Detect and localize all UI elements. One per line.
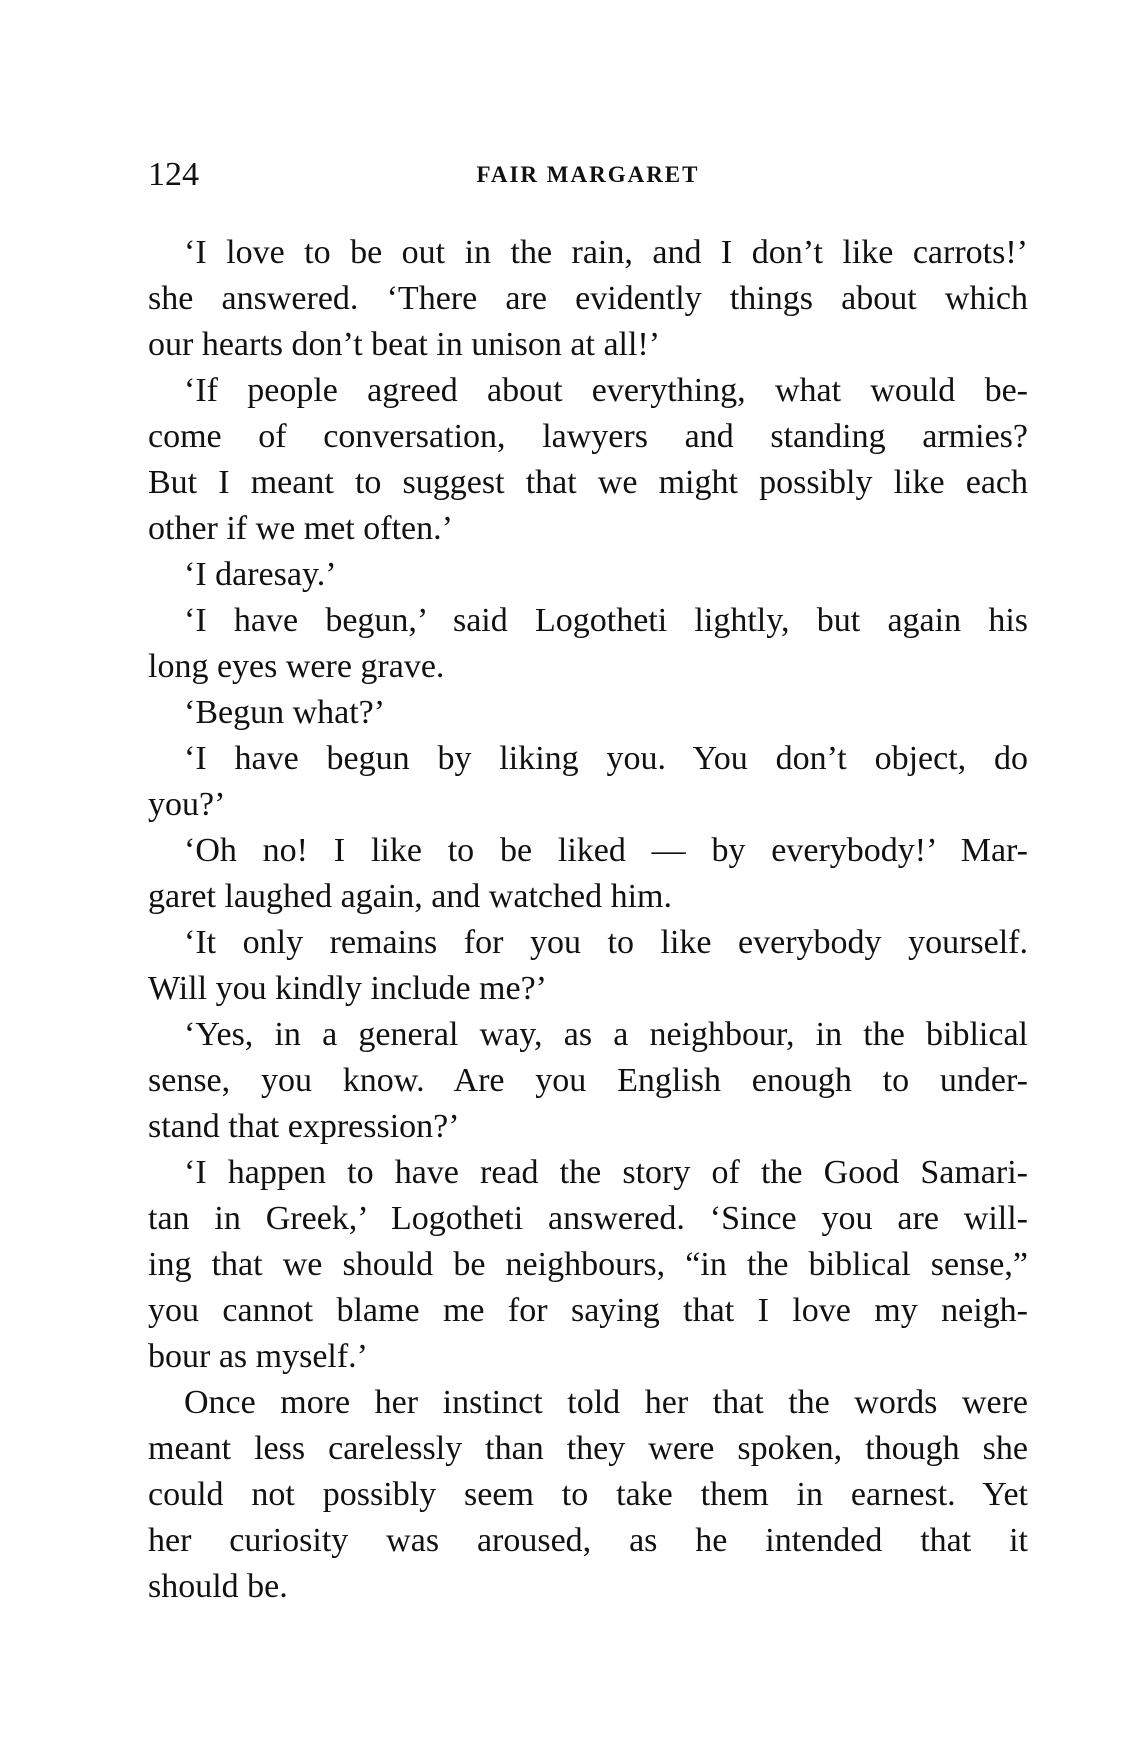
text-line: ‘Begun what?’	[184, 694, 386, 731]
text-line: ‘I have begun by liking you. You don’t object, do	[184, 740, 1028, 777]
text-line: our hearts don’t beat in unison at all!’	[148, 326, 661, 363]
text-line: ‘I have begun,’ said Logotheti lightly, but again his	[184, 602, 1028, 639]
text-line: long eyes were grave.	[148, 648, 445, 685]
text-line: other if we met often.’	[148, 510, 453, 547]
text-line: could not possibly seem to take them in earnest. Yet	[148, 1476, 1028, 1513]
text-line: ‘It only remains for you to like everybody yourself.	[184, 924, 1028, 961]
text-line: Once more her instinct told her that the words were	[184, 1384, 1028, 1421]
text-line: ‘Oh no! I like to be liked — by everybody!’ Mar-	[184, 832, 1028, 869]
text-line: come of conversation, lawyers and standing armies?	[148, 418, 1028, 455]
text-line: you?’	[148, 786, 226, 823]
text-line: her curiosity was aroused, as he intended that it	[148, 1522, 1028, 1559]
text-line: garet laughed again, and watched him.	[148, 878, 672, 915]
text-line: ‘I love to be out in the rain, and I don’t like carrots!’	[184, 234, 1028, 271]
page-number: 124	[148, 156, 199, 193]
text-line: ‘I happen to have read the story of the Good Samari-	[184, 1154, 1028, 1191]
body-text	[148, 230, 1028, 1610]
text-line: bour as myself.’	[148, 1338, 369, 1375]
text-line: meant less carelessly than they were spoken, though she	[148, 1430, 1028, 1467]
text-line: tan in Greek,’ Logotheti answered. ‘Since you are will-	[148, 1200, 1028, 1237]
running-title: FAIR MARGARET	[476, 162, 700, 187]
text-line: you cannot blame me for saying that I love my neigh-	[148, 1292, 1028, 1329]
text-line: But I meant to suggest that we might possibly like each	[148, 464, 1028, 501]
page-header	[148, 150, 1028, 200]
text-line: Will you kindly include me?’	[148, 970, 547, 1007]
text-line: ‘If people agreed about everything, what would be-	[184, 372, 1028, 409]
text-line: sense, you know. Are you English enough to under-	[148, 1062, 1028, 1099]
text-line: ing that we should be neighbours, “in the biblical sense,”	[148, 1246, 1028, 1283]
text-line: ‘Yes, in a general way, as a neighbour, in the biblical	[184, 1016, 1028, 1053]
text-line: she answered. ‘There are evidently things about which	[148, 280, 1028, 317]
text-line: stand that expression?’	[148, 1108, 460, 1145]
text-line: should be.	[148, 1568, 288, 1605]
text-line: ‘I daresay.’	[184, 556, 337, 593]
